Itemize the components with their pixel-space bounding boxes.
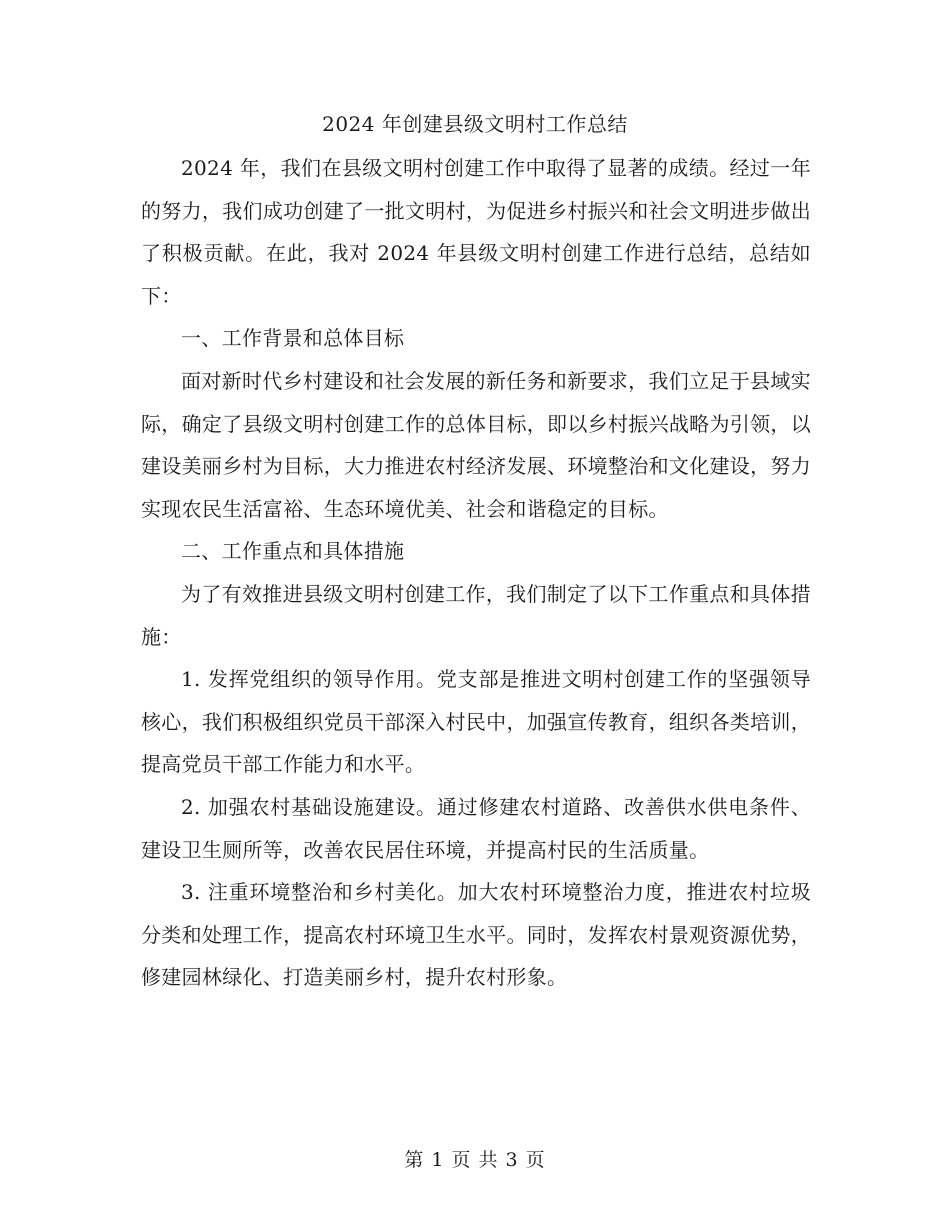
document-body [141,147,811,999]
list-item-3: 3. 注重环境整治和乡村美化。加大农村环境整治力度，推进农村垃圾分类和处理工作，提高农村环境卫生水平。同时，发挥农村景观资源优势，修建园林绿化、打造美丽乡村，提升农村形象。 [141,880,811,990]
list-item-2: 2. 加强农村基础设施建设。通过修建农村道路、改善供水供电条件、建设卫生厕所等，改善农民居住环境，并提高村民的生活质量。 [141,794,811,862]
document-title: 2024 年创建县级文明村工作总结 [322,112,628,136]
page-number-footer: 第 1 页 共 3 页 [404,1149,546,1171]
paragraph-measures-intro: 为了有效推进县级文明村创建工作，我们制定了以下工作重点和具体措施： [141,581,811,649]
list-item-1: 1. 发挥党组织的领导作用。党支部是推进文明村创建工作的坚强领导核心，我们积极组织党员干部深入村民中，加强宣传教育，组织各类培训，提高党员干部工作能力和水平。 [141,667,811,777]
paragraph-intro: 2024 年，我们在县级文明村创建工作中取得了显著的成绩。经过一年的努力，我们成功创建了一批文明村，为促进乡村振兴和社会文明进步做出了积极贡献。在此，我对 2024 年县级文明村创建工作进行总结，总结如下： [141,156,811,308]
section-heading-1: 一、工作背景和总体目标 [181,326,405,351]
paragraph-background: 面对新时代乡村建设和社会发展的新任务和新要求，我们立足于县域实际，确定了县级文明村创建工作的总体目标，即以乡村振兴战略为引领，以建设美丽乡村为目标，大力推进农村经济发展、环境整治和文化建设，努力实现农民生活富裕、生态环境优美、社会和谐稳定的目标。 [141,368,811,521]
section-heading-2: 二、工作重点和具体措施 [181,539,405,564]
